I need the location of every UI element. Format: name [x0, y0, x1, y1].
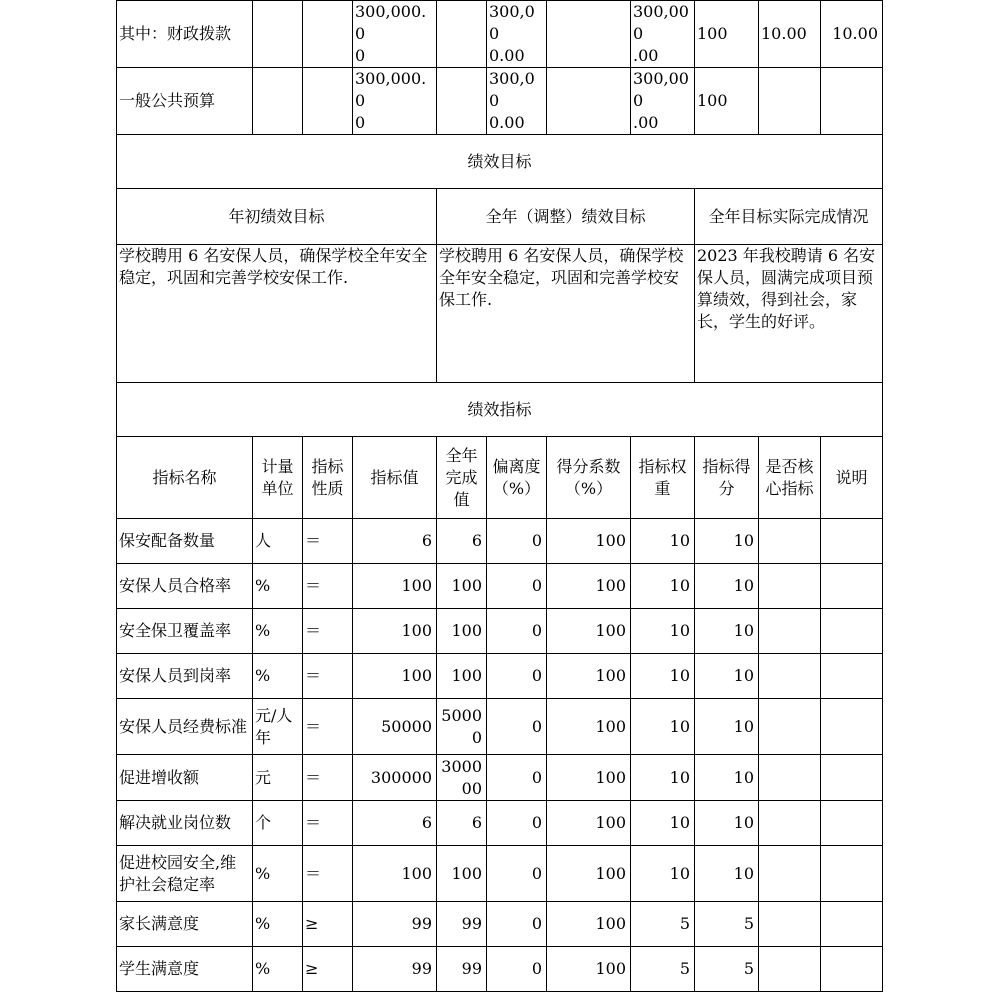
fund-score: 10.00: [821, 1, 883, 68]
fund-amount-a: 300,000.0: [355, 2, 427, 43]
indicator-coefficient: 100: [547, 699, 631, 755]
indicator-deviation: 0: [487, 755, 547, 801]
indicator-score: 10: [695, 846, 759, 902]
indicator-weight: 5: [631, 947, 695, 992]
empty-cell: [303, 68, 353, 135]
indicator-core: [759, 902, 821, 947]
indicator-value: 100: [353, 654, 437, 699]
empty-cell: [437, 1, 487, 68]
indicator-note: [821, 564, 883, 609]
indicator-name: 促进增收额: [117, 755, 253, 801]
table-row: [117, 846, 883, 902]
table-row: [117, 801, 883, 846]
indicator-value: 99: [353, 947, 437, 992]
indicator-weight: 10: [631, 755, 695, 801]
goal-actual-text: 2023 年我校聘请 6 名安保人员，圆满完成项目预算绩效，得到社会，家长，学生的好评。: [695, 245, 883, 383]
fund-amount: [631, 1, 695, 68]
indicator-value: 100: [353, 846, 437, 902]
indicator-weight: 10: [631, 564, 695, 609]
indicator-weight: 5: [631, 902, 695, 947]
indicator-done: 6: [437, 519, 487, 564]
table-row: [117, 1, 883, 68]
indicator-weight: 10: [631, 519, 695, 564]
indicator-note: [821, 519, 883, 564]
fund-amount-b: 0: [355, 46, 366, 65]
indicator-nature: ＝: [303, 609, 353, 654]
indicator-note: [821, 654, 883, 699]
table-row: [117, 437, 883, 519]
fund-amount-a: 300,000: [633, 69, 689, 110]
indicator-unit: 个: [253, 801, 303, 846]
indicator-unit: 元: [253, 755, 303, 801]
indicator-name: 安保人员经费标准: [117, 699, 253, 755]
indicator-core: [759, 801, 821, 846]
indicator-name: 安保人员合格率: [117, 564, 253, 609]
table-row: [117, 654, 883, 699]
table-row: [117, 189, 883, 245]
table-row: [117, 755, 883, 801]
fund-amount-b: 0: [355, 113, 366, 132]
indicator-note: [821, 801, 883, 846]
fund-amount: [631, 68, 695, 135]
indicator-score: 10: [695, 564, 759, 609]
indicator-value: 100: [353, 564, 437, 609]
indicator-value: 6: [353, 801, 437, 846]
indicator-unit: %: [253, 564, 303, 609]
indicator-coefficient: 100: [547, 902, 631, 947]
column-header: 指标值: [353, 437, 437, 519]
fund-label: 其中：财政拨款: [117, 1, 253, 68]
indicator-score: 10: [695, 519, 759, 564]
goal-adjusted-header: 全年（调整）绩效目标: [437, 189, 695, 245]
indicator-name: 家长满意度: [117, 902, 253, 947]
column-header: 是否核心指标: [759, 437, 821, 519]
indicator-core: [759, 699, 821, 755]
indicator-note: [821, 755, 883, 801]
column-header: 计量单位: [253, 437, 303, 519]
fund-rate: 100: [695, 1, 759, 68]
empty-cell: [253, 1, 303, 68]
indicator-done: 99: [437, 902, 487, 947]
indicator-nature: ＝: [303, 755, 353, 801]
table-row: [117, 245, 883, 383]
fund-score: [821, 68, 883, 135]
column-header: 得分系数（%）: [547, 437, 631, 519]
indicator-weight: 10: [631, 699, 695, 755]
indicator-done: 100: [437, 564, 487, 609]
performance-table: [116, 0, 883, 992]
indicator-weight: 10: [631, 654, 695, 699]
indicator-weight: 10: [631, 801, 695, 846]
column-header: 偏离度（%）: [487, 437, 547, 519]
indicator-done: 100: [437, 846, 487, 902]
indicator-value: 100: [353, 609, 437, 654]
table-row: [117, 383, 883, 437]
indicators-title: 绩效指标: [117, 383, 883, 437]
goal-adjusted-text: 学校聘用 6 名安保人员，确保学校全年安全稳定，巩固和完善学校安保工作.: [437, 245, 695, 383]
indicator-unit: 人: [253, 519, 303, 564]
indicator-deviation: 0: [487, 519, 547, 564]
indicator-coefficient: 100: [547, 755, 631, 801]
indicator-unit: %: [253, 846, 303, 902]
column-header: 指标名称: [117, 437, 253, 519]
indicator-coefficient: 100: [547, 519, 631, 564]
indicator-coefficient: 100: [547, 846, 631, 902]
fund-amount-a: 300,00: [489, 69, 535, 110]
indicator-deviation: 0: [487, 564, 547, 609]
indicator-nature: ＝: [303, 519, 353, 564]
indicator-note: [821, 902, 883, 947]
indicator-score: 5: [695, 947, 759, 992]
indicator-done: 99: [437, 947, 487, 992]
indicator-unit: 元/人年: [253, 699, 303, 755]
indicator-coefficient: 100: [547, 609, 631, 654]
indicator-score: 10: [695, 609, 759, 654]
indicator-deviation: 0: [487, 902, 547, 947]
fund-amount: [353, 68, 437, 135]
indicator-score: 10: [695, 755, 759, 801]
indicator-deviation: 0: [487, 609, 547, 654]
indicator-note: [821, 846, 883, 902]
indicator-core: [759, 846, 821, 902]
fund-weight: 10.00: [759, 1, 821, 68]
indicator-nature: ≥: [303, 902, 353, 947]
table-row: [117, 699, 883, 755]
table-row: [117, 68, 883, 135]
fund-amount-b: .00: [633, 113, 659, 132]
indicator-core: [759, 947, 821, 992]
table-row: [117, 519, 883, 564]
indicator-name: 促进校园安全,维护社会稳定率: [117, 846, 253, 902]
goals-title: 绩效目标: [117, 135, 883, 189]
indicator-note: [821, 699, 883, 755]
empty-cell: [547, 68, 631, 135]
indicator-coefficient: 100: [547, 654, 631, 699]
fund-rate: 100: [695, 68, 759, 135]
fund-amount-a: 300,000: [633, 2, 689, 43]
indicator-core: [759, 755, 821, 801]
indicator-score: 5: [695, 902, 759, 947]
indicator-note: [821, 947, 883, 992]
table-row: [117, 947, 883, 992]
empty-cell: [303, 1, 353, 68]
indicator-coefficient: 100: [547, 947, 631, 992]
column-header: 全年完成值: [437, 437, 487, 519]
indicator-nature: ＝: [303, 564, 353, 609]
indicator-weight: 10: [631, 609, 695, 654]
empty-cell: [547, 1, 631, 68]
fund-amount-a: 300,00: [489, 2, 535, 43]
fund-amount-b: 0.00: [489, 46, 525, 65]
indicator-unit: %: [253, 947, 303, 992]
indicator-value: 50000: [353, 699, 437, 755]
indicator-value: 6: [353, 519, 437, 564]
goal-initial-text: 学校聘用 6 名安保人员，确保学校全年安全稳定，巩固和完善学校安保工作.: [117, 245, 437, 383]
indicator-name: 解决就业岗位数: [117, 801, 253, 846]
goal-actual-header: 全年目标实际完成情况: [695, 189, 883, 245]
indicator-deviation: 0: [487, 846, 547, 902]
indicator-done: 300000: [437, 755, 487, 801]
indicator-done: 50000: [437, 699, 487, 755]
fund-amount-a: 300,000.0: [355, 69, 427, 110]
indicator-score: 10: [695, 801, 759, 846]
indicator-core: [759, 654, 821, 699]
indicator-deviation: 0: [487, 947, 547, 992]
indicator-core: [759, 519, 821, 564]
fund-amount: [487, 1, 547, 68]
indicator-value: 300000: [353, 755, 437, 801]
indicator-core: [759, 564, 821, 609]
column-header: 说明: [821, 437, 883, 519]
fund-label: 一般公共预算: [117, 68, 253, 135]
fund-amount-b: .00: [633, 46, 659, 65]
indicator-unit: %: [253, 654, 303, 699]
indicator-name: 安全保卫覆盖率: [117, 609, 253, 654]
indicator-unit: %: [253, 902, 303, 947]
table-row: [117, 609, 883, 654]
indicator-note: [821, 609, 883, 654]
indicator-name: 安保人员到岗率: [117, 654, 253, 699]
column-header: 指标性质: [303, 437, 353, 519]
fund-weight: [759, 68, 821, 135]
indicator-coefficient: 100: [547, 801, 631, 846]
indicator-nature: ＝: [303, 801, 353, 846]
indicator-score: 10: [695, 654, 759, 699]
indicator-done: 100: [437, 609, 487, 654]
indicator-score: 10: [695, 699, 759, 755]
indicator-done: 100: [437, 654, 487, 699]
indicator-value: 99: [353, 902, 437, 947]
table-row: [117, 564, 883, 609]
indicator-nature: ＝: [303, 654, 353, 699]
column-header: 指标得分: [695, 437, 759, 519]
indicator-weight: 10: [631, 846, 695, 902]
column-header: 指标权重: [631, 437, 695, 519]
indicator-nature: ＝: [303, 846, 353, 902]
indicator-nature: ＝: [303, 699, 353, 755]
indicator-core: [759, 609, 821, 654]
table-row: [117, 135, 883, 189]
fund-amount: [487, 68, 547, 135]
indicator-deviation: 0: [487, 654, 547, 699]
fund-amount: [353, 1, 437, 68]
fund-amount-b: 0.00: [489, 113, 525, 132]
indicator-done: 6: [437, 801, 487, 846]
empty-cell: [253, 68, 303, 135]
empty-cell: [437, 68, 487, 135]
indicator-deviation: 0: [487, 699, 547, 755]
goal-initial-header: 年初绩效目标: [117, 189, 437, 245]
table-row: [117, 902, 883, 947]
indicator-nature: ≥: [303, 947, 353, 992]
indicator-coefficient: 100: [547, 564, 631, 609]
indicator-unit: %: [253, 609, 303, 654]
indicator-deviation: 0: [487, 801, 547, 846]
indicator-name: 保安配备数量: [117, 519, 253, 564]
indicator-name: 学生满意度: [117, 947, 253, 992]
